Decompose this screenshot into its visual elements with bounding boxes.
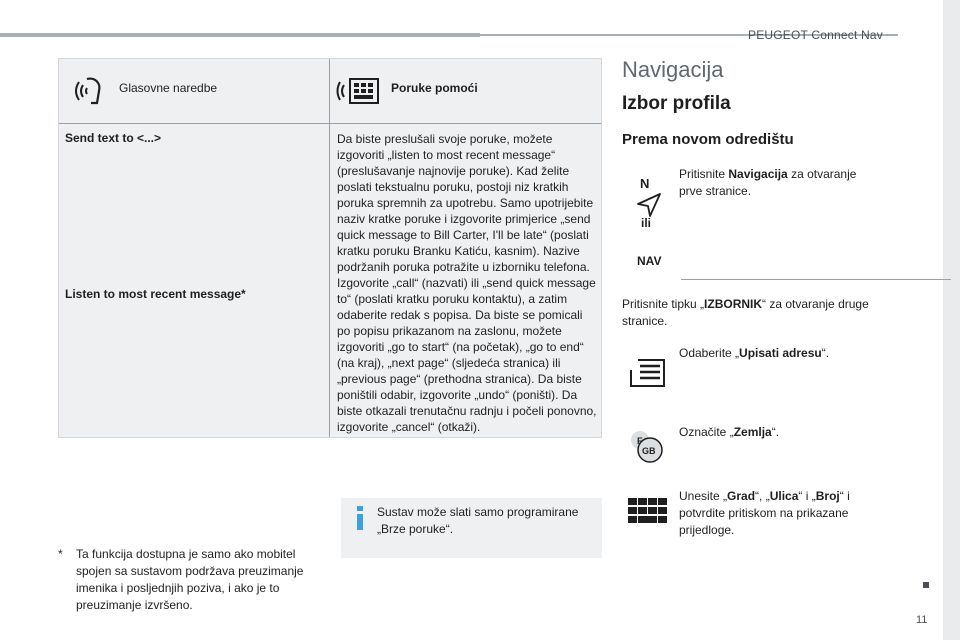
step-menu-text: Pritisnite tipku „IZBORNIK“ za otvaranje druge stranice. — [622, 297, 869, 328]
step-navigation-text: Pritisnite Navigacija za otvaranje prve stranice. — [679, 167, 857, 198]
section-title: Navigacija — [622, 57, 724, 82]
footnote-marker: * — [58, 547, 63, 561]
info-icon — [357, 506, 363, 530]
table-divider-row — [681, 279, 951, 280]
brand-label: PEUGEOT Connect Nav — [748, 28, 883, 42]
step-address-input-text: Unesite „Grad“, „Ulica“ i „Broj“ i potvrdite pritiskom na prikazane prijedloge. — [679, 489, 850, 537]
country-flag-icon — [628, 428, 668, 468]
continuation-marker — [923, 582, 929, 588]
command-listen-recent: Listen to most recent message* — [65, 287, 246, 301]
command-send-text: Send text to <...> — [65, 131, 162, 145]
subsection-title: Izbor profila — [622, 93, 731, 114]
header-rule — [0, 33, 480, 37]
subsubsection-title: Prema novom odredištu — [622, 131, 794, 148]
table-divider-vertical — [329, 59, 330, 437]
column-header-help: Poruke pomoći — [391, 81, 478, 95]
help-description: Da biste preslušali svoje poruke, možete izgovoriti „listen to most recent message“ (preslušavanje najnovije poruke). Kad želite poslati tekstualnu poruku, postoji niz kratkih poruka spremnih za upotrebu. Samo upotrijebite naziv kratke poruke i izgovorite primjerice „send quick message to Bill Carter, I'll be late“ (poslati kratku poruku Branku Katiću, kasnim). Nazive podržanih poruka potražite u izborniku telefona. Izgovorite „call“ (nazvati) ili „send quick message to“ (poslati kratku poruku kontaktu), a zatim odaberite redak s popisa. Da biste se pomicali po popisu prikazanom na zaslonu, možete izgovoriti „go to start“ (na početak), „go to end“ (na kraj), „next page“ (sljedeća stranica) ili „previous page“ (prethodna stranica). Da biste poništili odabir, izgovorite „undo“ (poništi). Da biste otkazali trenutačnu radnju i počeli ponovno, izgovorite „cancel“ (otkaži). — [337, 132, 597, 434]
step-address-text: Odaberite „Upisati adresu“. — [679, 346, 830, 360]
navigation-arrow-icon — [636, 192, 662, 218]
help-messages-icon — [336, 73, 384, 109]
nav-button-label: NAV — [637, 254, 662, 268]
flag-f-label: F — [637, 436, 643, 446]
footnote-text: Ta funkcija dostupna je samo ako mobitel spojen sa sustavom podržava preuzimanje imenika i posljednjih poziva, i ako je to preuzimanje izvršeno. — [76, 547, 304, 612]
voice-command-table — [58, 58, 602, 438]
keypad-grid-icon — [628, 498, 668, 528]
keyboard-entry-icon — [628, 358, 668, 388]
voice-command-icon — [71, 73, 111, 109]
info-box — [341, 498, 602, 558]
footnote — [58, 546, 328, 614]
step-country-text: Označite „Zemlja“. — [679, 425, 780, 439]
page-number: 11 — [916, 614, 928, 626]
column-header-commands: Glasovne naredbe — [119, 81, 218, 95]
nav-n-label: N — [640, 176, 650, 191]
flag-gb-label: GB — [642, 446, 656, 456]
info-text: Sustav može slati samo programirane „Brze poruke“. — [377, 505, 579, 536]
table-divider-head — [59, 123, 601, 124]
page-edge-strip — [943, 0, 960, 640]
or-label: ili — [641, 216, 652, 230]
